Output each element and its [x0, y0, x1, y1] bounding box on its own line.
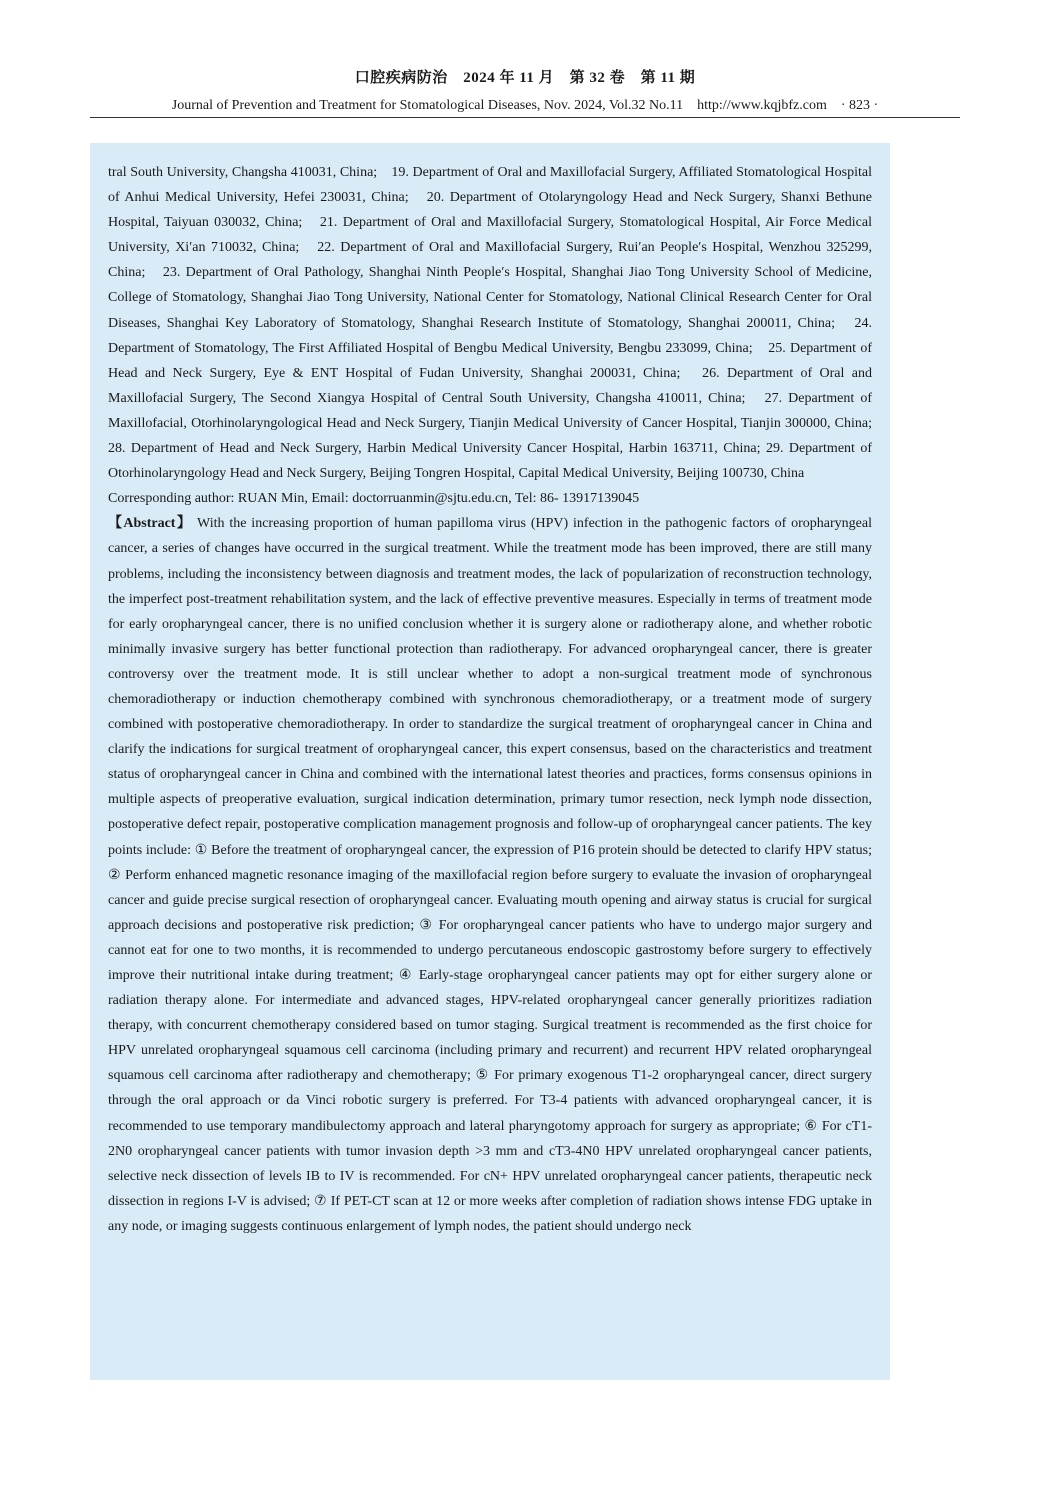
header-rule — [90, 117, 960, 118]
english-abstract-section — [108, 160, 872, 1239]
abstract-paragraph — [108, 511, 872, 1239]
journal-header-english: Journal of Prevention and Treatment for Stomatological Diseases, Nov. 2024, Vol.32 No.11 http://www.kqjbfz.com · 823 · — [171, 98, 879, 113]
corresponding-author: Corresponding author: RUAN Min, Email: doctorruanmin@sjtu.edu.cn, Tel: 86- 13917139045 — [108, 491, 640, 507]
affiliations-text: tral South University, Changsha 410031, China; 19. Department of Oral and Maxillofacial Surgery, Affiliated Stomatological Hospital of Anhui Medical University, Hefei 230031, China; 20. Department of Otolaryngology Head and Neck Surgery, Shanxi Bethune Hospital, Taiyuan 030032, China; 21. Department of Oral and Maxillofacial Surgery, Stomatological Hospital, Air Force Medical University, Xi′an 710032, China; 22. Department of Oral and Maxillofacial Surgery, Rui′an People′s Hospital, Wenzhou 325299, China; 23. Department of Oral Pathology, Shanghai Ninth People′s Hospital, Shanghai Jiao Tong University School of Medicine, College of Stomatology, Shanghai Jiao Tong University, National Center for Stomatology, National Clinical Research Center for Oral Diseases, Shanghai Key Laboratory of Stomatology, Shanghai Research Institute of Stomatology, Shanghai 200011, China; 24. Department of Stomatology, The First Affiliated Hospital of Bengbu Medical University, Bengbu 233099, China; 25. Department of Head and Neck Surgery, Eye & ENT Hospital of Fudan University, Shanghai 200031, China; 26. Department of Oral and Maxillofacial Surgery, The Second Xiangya Hospital of Central South University, Changsha 410011, China; 27. Department of Maxillofacial, Otorhinolaryngological Head and Neck Surgery, Tianjin Medical University of Cancer Hospital, Tianjin 300000, China; 28. Department of Head and Neck Surgery, Harbin Medical University Cancer Hospital, Harbin 163711, China; 29. Department of Otorhinolaryngology Head and Neck Surgery, Beijing Tongren Hospital, Capital Medical University, Beijing 100730, China — [108, 165, 872, 482]
abstract-text: With the increasing proportion of human papilloma virus (HPV) infection in the pathogenic factors of oropharyngeal cancer, a series of changes have occurred in the surgical treatment. While the treatment mode has been improved, there are still many problems, including the inconsistency between diagnosis and treatment modes, the lack of popularization of reconstruction technology, the imperfect post-treatment rehabilitation system, and the lack of effective preventive measures. Especially in terms of treatment mode for early oropharyngeal cancer, there is no unified conclusion whether it is surgery alone or radiotherapy alone, and whether robotic minimally invasive surgery has better functional protection than radiotherapy. For advanced oropharyngeal cancer, there is greater controversy over the treatment mode. It is still unclear whether to adopt a non-surgical treatment mode of synchronous chemoradiotherapy or induction chemotherapy combined with synchronous chemoradiotherapy, or a treatment mode of surgery combined with postoperative chemoradiotherapy. In order to standardize the surgical treatment of oropharyngeal cancer in China and clarify the indications for surgical treatment of oropharyngeal cancer, this expert consensus, based on the characteristics and treatment status of oropharyngeal cancer in China and combined with the international latest theories and practices, forms consensus opinions in multiple aspects of preoperative evaluation, surgical indication determination, primary tumor resection, neck lymph node dissection, postoperative defect repair, postoperative complication management prognosis and follow-up of oropharyngeal cancer patients. The key points include: ① Before the treatment of oropharyngeal cancer, the expression of P16 protein should be detected to clarify HPV status; ② Perform enhanced magnetic resonance imaging of the maxillofacial region before surgery to evaluate the invasion of oropharyngeal cancer and guide precise surgical resection of oropharyngeal cancer. Evaluating mouth opening and airway status is crucial for surgical approach decisions and postoperative risk prediction; ③ For oropharyngeal cancer patients who have to undergo major surgery and cannot eat for one to two months, it is recommended to undergo percutaneous endoscopic gastrostomy before surgery to effectively improve their nutritional intake during treatment; ④ Early-stage oropharyngeal cancer patients may opt for either surgery alone or radiation therapy alone. For intermediate and advanced stages, HPV-related oropharyngeal cancer generally prioritizes radiation therapy, with concurrent chemotherapy considered based on tumor staging. Surgical treatment is recommended as the first choice for HPV unrelated oropharyngeal squamous cell carcinoma (including primary and recurrent) and recurrent HPV related oropharyngeal squamous cell carcinoma after radiotherapy and chemotherapy; ⑤ For primary exogenous T1-2 oropharyngeal cancer, direct surgery through the oral approach or da Vinci robotic surgery is preferred. For T3-4 patients with advanced oropharyngeal cancer, it is recommended to use temporary mandibulectomy approach and lateral pharyngotomy approach for surgery as appropriate; ⑥ For cT1-2N0 oropharyngeal cancer patients with tumor invasion depth >3 mm and cT3-4N0 HPV unrelated oropharyngeal cancer patients, selective neck dissection of levels IB to IV is recommended. For cN+ HPV unrelated oropharyngeal cancer patients, therapeutic neck dissection in regions I-V is advised; ⑦ If PET-CT scan at 12 or more weeks after completion of radiation shows intense FDG uptake in any node, or imaging suggests continuous enlargement of lymph nodes, the patient should undergo neck — [108, 516, 872, 1234]
journal-header-chinese: 口腔疾病防治 2024 年 11 月 第 32 卷 第 11 期 — [354, 70, 696, 86]
abstract-label: 【Abstract】 — [108, 516, 193, 532]
